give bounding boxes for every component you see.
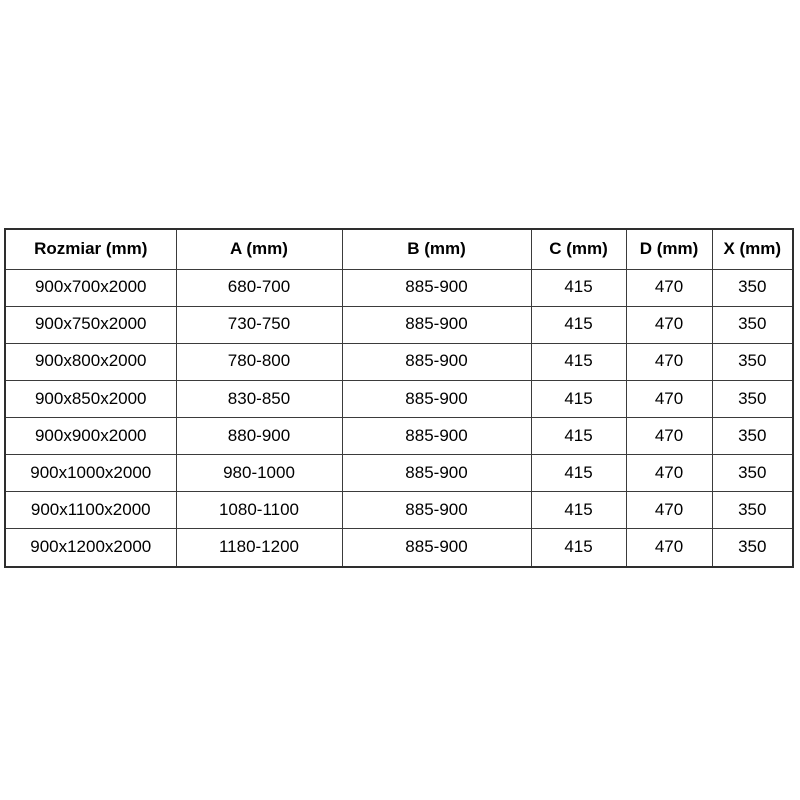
table-header [5,229,793,269]
column-header-a: A (mm) [176,229,342,269]
table-cell: 780-800 [176,343,342,380]
table-cell: 885-900 [342,380,531,417]
table-cell: 470 [626,343,712,380]
table-cell: 900x1000x2000 [5,455,176,492]
table-row [5,418,793,455]
table-cell: 350 [712,492,793,529]
table-row [5,529,793,567]
table-cell: 350 [712,529,793,567]
table-cell: 415 [531,418,626,455]
table-cell: 900x800x2000 [5,343,176,380]
table-cell: 885-900 [342,418,531,455]
table-cell: 470 [626,455,712,492]
table-cell: 415 [531,455,626,492]
table-cell: 885-900 [342,529,531,567]
table-row [5,306,793,343]
table-cell: 350 [712,380,793,417]
table-cell: 470 [626,380,712,417]
column-header-c: C (mm) [531,229,626,269]
table-body [5,269,793,567]
table-cell: 415 [531,492,626,529]
table-cell: 415 [531,343,626,380]
table-cell: 885-900 [342,492,531,529]
table-row [5,343,793,380]
table-cell: 885-900 [342,269,531,306]
table-cell: 350 [712,343,793,380]
table-cell: 730-750 [176,306,342,343]
column-header-b: B (mm) [342,229,531,269]
table-cell: 470 [626,529,712,567]
table-cell: 415 [531,306,626,343]
table-cell: 980-1000 [176,455,342,492]
column-header-rozmiar: Rozmiar (mm) [5,229,176,269]
table-cell: 350 [712,306,793,343]
table-cell: 900x900x2000 [5,418,176,455]
table-cell: 470 [626,418,712,455]
table-cell: 900x1100x2000 [5,492,176,529]
table-cell: 900x850x2000 [5,380,176,417]
table-cell: 1180-1200 [176,529,342,567]
column-header-x: X (mm) [712,229,793,269]
table-cell: 350 [712,455,793,492]
table-cell: 885-900 [342,455,531,492]
table-cell: 900x1200x2000 [5,529,176,567]
table-cell: 830-850 [176,380,342,417]
table-cell: 880-900 [176,418,342,455]
column-header-d: D (mm) [626,229,712,269]
table-cell: 680-700 [176,269,342,306]
table-row [5,380,793,417]
table-cell: 415 [531,269,626,306]
table-header-row [5,229,793,269]
table-cell: 470 [626,269,712,306]
table-cell: 885-900 [342,343,531,380]
table-cell: 1080-1100 [176,492,342,529]
table-row [5,492,793,529]
table-cell: 470 [626,306,712,343]
table-cell: 350 [712,269,793,306]
table-cell: 350 [712,418,793,455]
table-cell: 885-900 [342,306,531,343]
table-row [5,455,793,492]
size-specification-table [4,228,794,568]
table-cell: 415 [531,380,626,417]
table-row [5,269,793,306]
table-cell: 415 [531,529,626,567]
table-cell: 900x750x2000 [5,306,176,343]
table-cell: 900x700x2000 [5,269,176,306]
table-cell: 470 [626,492,712,529]
